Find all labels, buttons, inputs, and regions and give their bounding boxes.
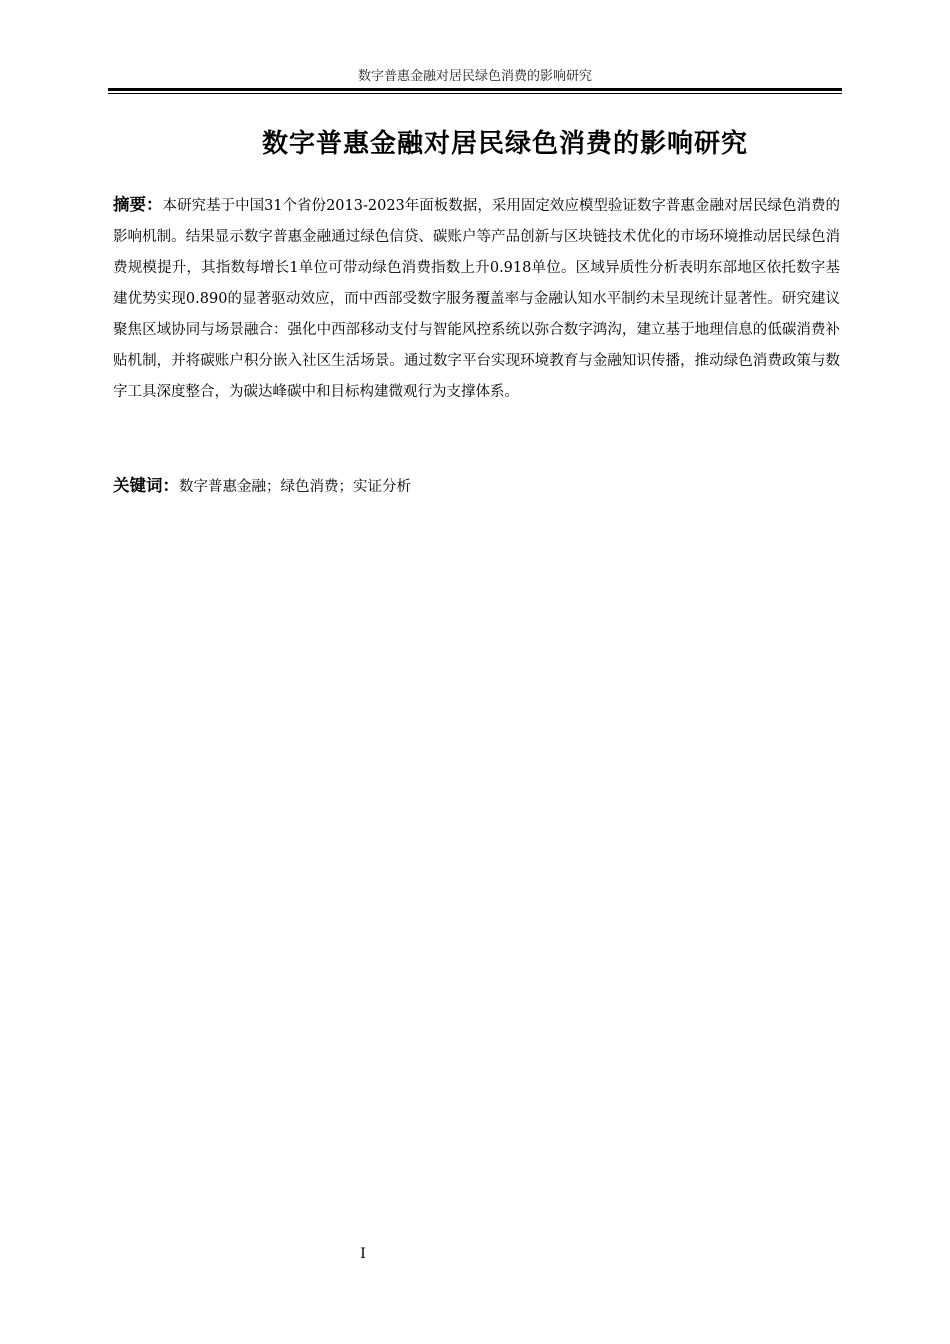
header-rule-thick xyxy=(108,88,842,91)
abstract-label: 摘要： xyxy=(113,195,163,214)
page-number: I xyxy=(360,1246,366,1262)
header-rule-thin xyxy=(108,93,842,94)
running-header: 数字普惠金融对居民绿色消费的影响研究 xyxy=(357,69,592,84)
keywords-line xyxy=(113,470,840,503)
keywords-label: 关键词： xyxy=(113,476,179,495)
abstract-paragraph xyxy=(113,189,840,408)
abstract-text: 本研究基于中国31个省份2013-2023年面板数据，采用固定效应模型验证数字普惠金融对居民绿色消费的影响机制。结果显示数字普惠金融通过绿色信贷、碳账户等产品创新与区块链技术优化的市场环境推动居民绿色消费规模提升，其指数每增长1单位可带动绿色消费指数上升0.918单位。区域异质性分析表明东部地区依托数字基建优势实现0.890的显著驱动效应，而中西部受数字服务覆盖率与金融认知水平制约未呈现统计显著性。研究建议聚焦区域协同与场景融合：强化中西部移动支付与智能风控系统以弥合数字鸿沟，建立基于地理信息的低碳消费补贴机制，并将碳账户积分嵌入社区生活场景。通过数字平台实现环境教育与金融知识传播，推动绿色消费政策与数字工具深度整合，为碳达峰碳中和目标构建微观行为支撑体系。 xyxy=(113,198,841,400)
keywords-text: 数字普惠金融；绿色消费；实证分析 xyxy=(179,479,411,495)
page-title: 数字普惠金融对居民绿色消费的影响研究 xyxy=(261,129,748,159)
